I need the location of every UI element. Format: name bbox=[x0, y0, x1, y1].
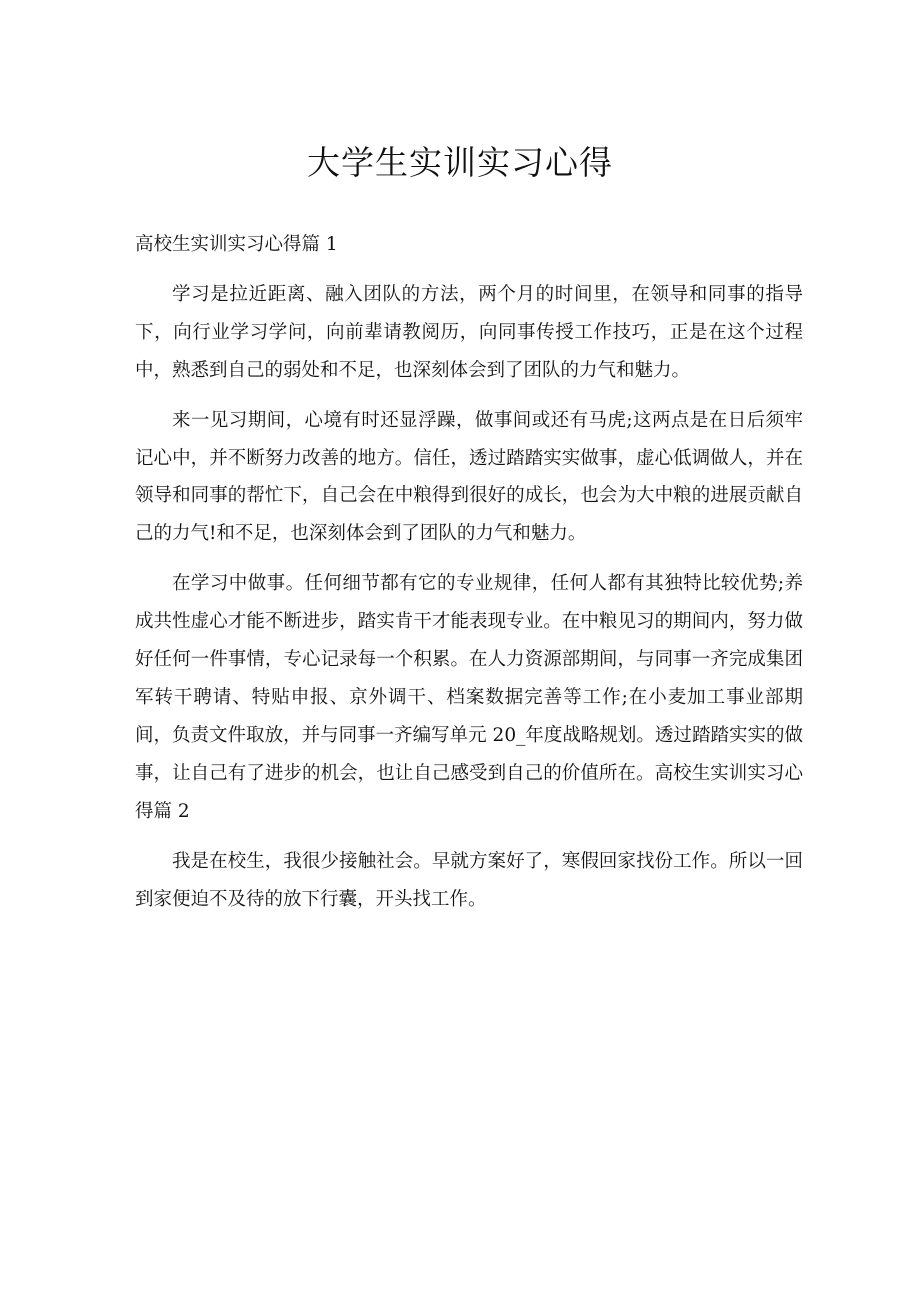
paragraph-text: 在学习中做事。任何细节都有它的专业规律，任何人都有其独特比较优势;养成共性虚心才能不断进步，踏实肯干才能表现专业。在中粮见习的期间内，努力做好任何一件事情，专心记录每一个积累。在人力资源部期间，与同事一齐完成集团军转干聘请、特贴申报、京外调干、档案数据完善等工作;在小麦加工事业部期间，负责文件取放，并与同事一齐编写单元 20_年度战略规划。透过踏踏实实的做事，让自己有了进步的机会，也让自己感受到自己的价值所在。 bbox=[135, 573, 803, 784]
document-body bbox=[135, 226, 803, 930]
document-title: 大学生实训实习心得 bbox=[307, 143, 613, 182]
paragraph: 我是在校生，我很少接触社会。早就方案好了，寒假回家找份工作。所以一回到家便迫不及待的放下行囊，开头找工作。 bbox=[135, 850, 803, 910]
section-heading-2: 高校生实训实习心得篇 2 bbox=[135, 762, 803, 822]
paragraph: 学习是拉近距离、融入团队的方法，两个月的时间里，在领导和同事的指导下，向行业学习学问，向前辈请教阅历，向同事传授工作技巧，正是在这个过程中，熟悉到自己的弱处和不足，也深刻体会到了团队的力气和魅力。 bbox=[135, 283, 803, 381]
paragraph: 来一见习期间，心境有时还显浮躁，做事间或还有马虎;这两点是在日后须牢记心中，并不断努力改善的地方。信任，透过踏踏实实做事，虚心低调做人，并在领导和同事的帮忙下，自己会在中粮得到很好的成长，也会为大中粮的进展贡献自己的力气!和不足，也深刻体会到了团队的力气和魅力。 bbox=[135, 409, 803, 545]
paragraph bbox=[135, 565, 803, 830]
section-heading-1: 高校生实训实习心得篇 1 bbox=[135, 234, 338, 255]
